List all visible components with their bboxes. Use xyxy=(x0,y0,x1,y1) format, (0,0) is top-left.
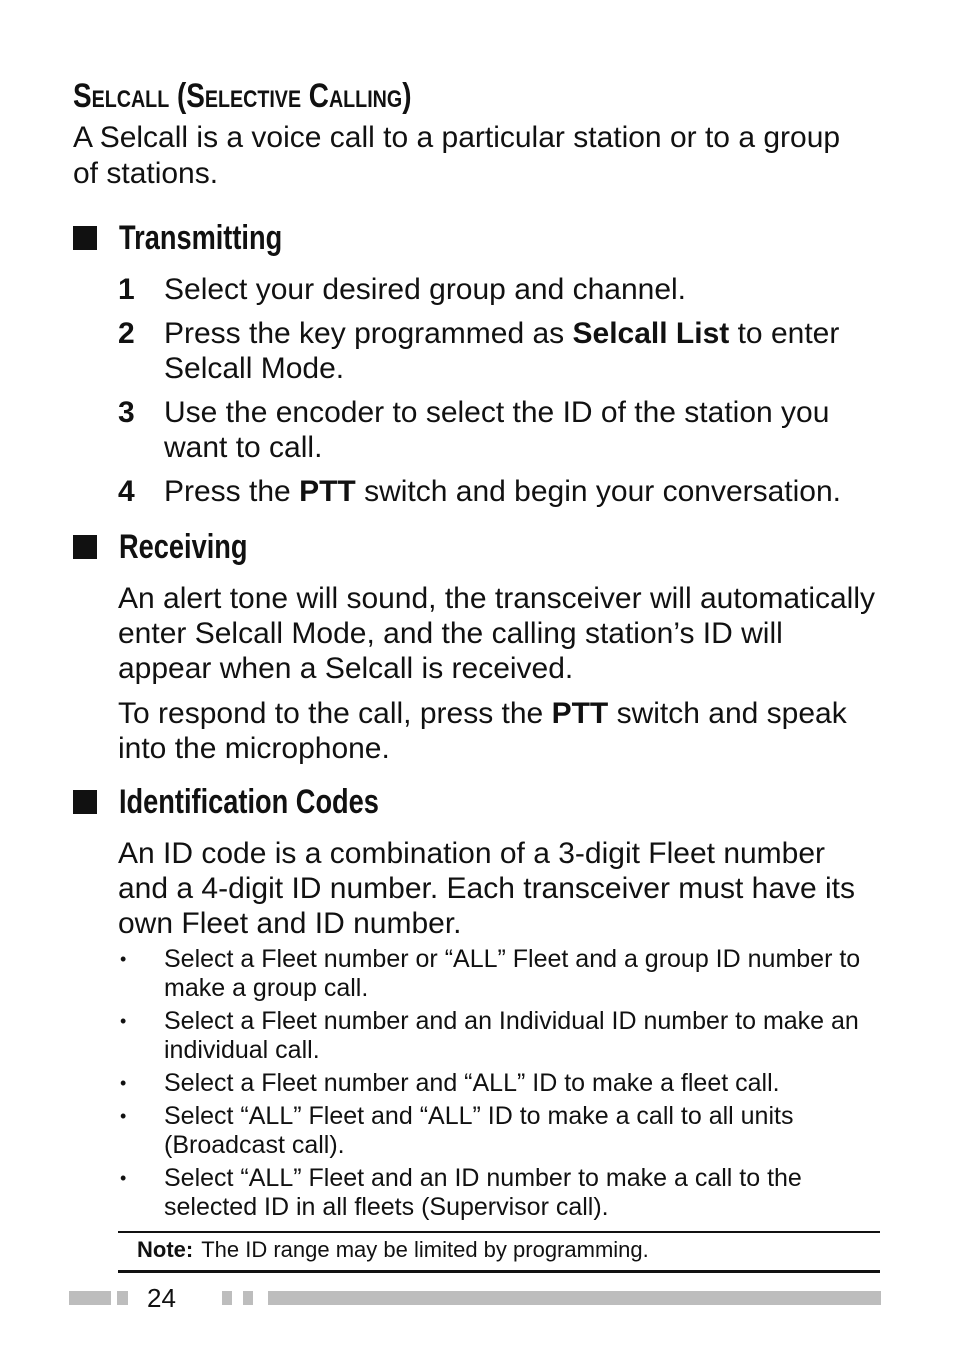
note-label: Note: xyxy=(137,1237,194,1262)
note-text: The ID range may be limited by programming. xyxy=(201,1237,649,1262)
footer-bar-tick-1 xyxy=(222,1291,232,1305)
step-text: Press the key programmed as Selcall List to enter Selcall Mode. xyxy=(164,317,840,385)
bullet-dot-icon: • xyxy=(120,949,127,969)
page-number: 24 xyxy=(147,1283,176,1313)
list-item: • Select “ALL” Fleet and an ID number to make a call to the selected ID in all fleets (Supervisor call). xyxy=(120,1164,802,1221)
transmitting-heading-label: Transmitting xyxy=(119,218,283,257)
footer-bar-left xyxy=(69,1291,111,1305)
transmitting-heading xyxy=(73,218,323,258)
bullet-dot-icon: • xyxy=(120,1073,127,1093)
step-item xyxy=(118,272,888,307)
respond-paragraph: To respond to the call, press the PTT switch and speak into the microphone. xyxy=(118,697,847,765)
transmitting-steps xyxy=(118,272,888,518)
square-bullet-icon xyxy=(73,790,97,814)
identification-heading-label: Identification Codes xyxy=(119,782,379,821)
step-number: 2 xyxy=(118,317,135,350)
list-item: • Select “ALL” Fleet and “ALL” ID to make a call to all units (Broadcast call). xyxy=(120,1102,794,1159)
page-title: Selcall (Selective Calling) xyxy=(73,77,412,115)
bullet-dot-icon: • xyxy=(120,1106,127,1126)
list-item: • Select a Fleet number and an Individual ID number to make an individual call. xyxy=(120,1007,859,1064)
identification-bullets xyxy=(118,945,888,1226)
note-box xyxy=(118,1231,880,1273)
receiving-heading xyxy=(73,527,280,567)
footer-bar-tick-2 xyxy=(243,1291,253,1305)
list-item: • Select a Fleet number or “ALL” Fleet and a group ID number to make a group call. xyxy=(120,945,861,1002)
footer-bar-right xyxy=(268,1291,881,1305)
identification-heading xyxy=(73,782,444,822)
step-item xyxy=(118,395,888,465)
footer-bar-left-small xyxy=(117,1291,128,1305)
step-item xyxy=(118,474,888,509)
receiving-heading-label: Receiving xyxy=(119,527,248,566)
square-bullet-icon xyxy=(73,226,97,250)
identification-paragraph: An ID code is a combination of a 3-digit Fleet number and a 4-digit ID number. Each transceiver must have its own Fleet and ID number. xyxy=(118,837,856,940)
step-number: 1 xyxy=(118,273,135,306)
receiving-paragraph: An alert tone will sound, the transceiver will automatically enter Selcall Mode, and the calling station’s ID will appear when a Selcall is received. xyxy=(118,582,876,685)
bullet-dot-icon: • xyxy=(120,1011,127,1031)
step-text: Use the encoder to select the ID of the station you want to call. xyxy=(164,396,830,464)
bullet-dot-icon: • xyxy=(120,1168,127,1188)
intro-paragraph: A Selcall is a voice call to a particular station or to a group of stations. xyxy=(73,121,841,190)
step-number: 4 xyxy=(118,475,135,508)
list-item: • Select a Fleet number and “ALL” ID to make a fleet call. xyxy=(120,1069,780,1097)
step-item xyxy=(118,316,888,386)
step-text: Select your desired group and channel. xyxy=(164,273,687,306)
step-text: Press the PTT switch and begin your conversation. xyxy=(164,475,842,508)
step-number: 3 xyxy=(118,396,135,429)
square-bullet-icon xyxy=(73,535,97,559)
